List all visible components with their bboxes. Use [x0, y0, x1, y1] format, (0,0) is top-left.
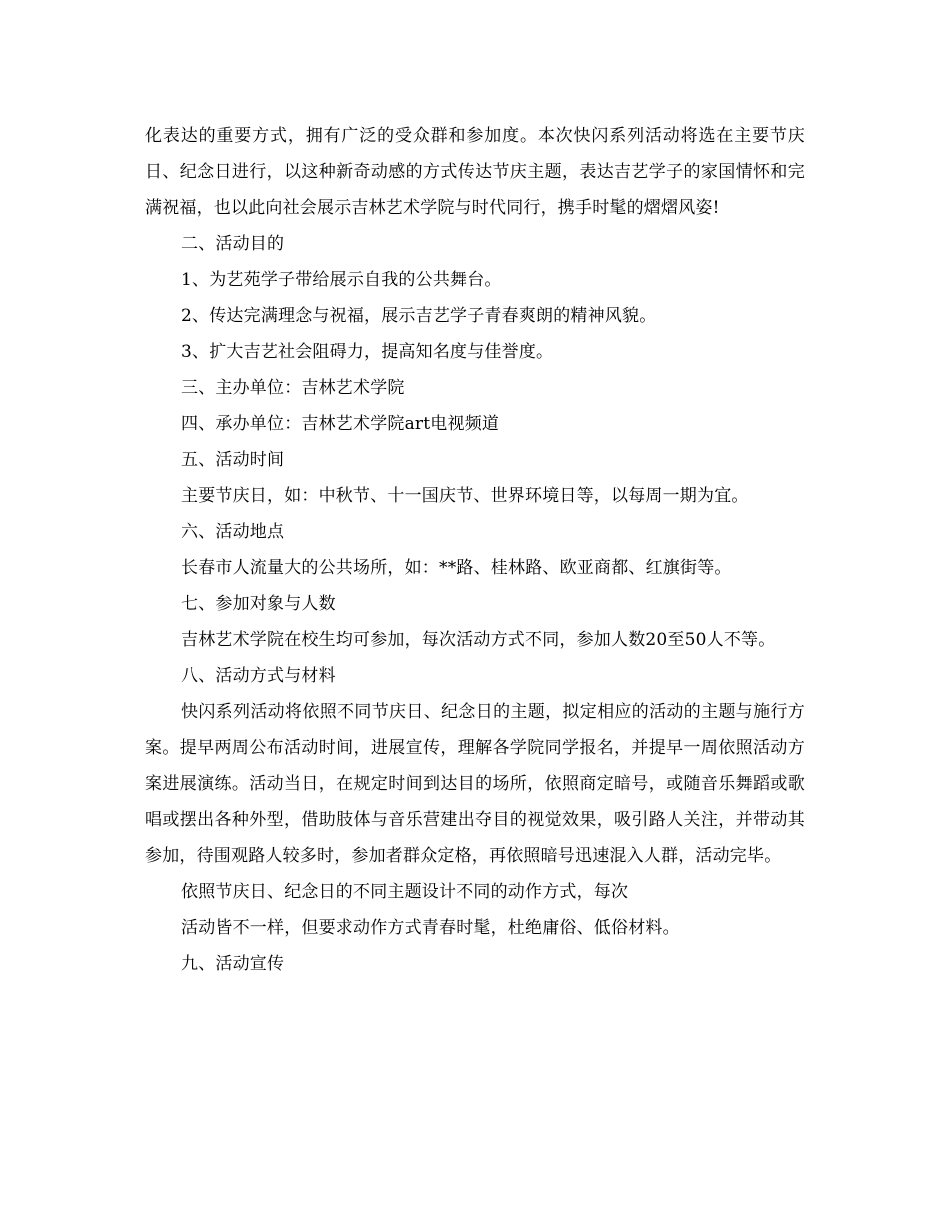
purpose-item-3: 3、扩大吉艺社会阻碍力，提高知名度与佳誉度。: [181, 342, 554, 362]
paragraph-theme-design-1: 依照节庆日、纪念日的不同主题设计不同的动作方式，每次: [181, 882, 629, 902]
paragraph-activity-time: 主要节庆日，如：中秋节、十一国庆节、世界环境日等，以每周一期为宜。: [181, 486, 749, 506]
paragraph-theme-design-2: 活动皆不一样，但要求动作方式青春时髦，杜绝庸俗、低俗材料。: [181, 918, 680, 938]
document-body: [145, 118, 805, 982]
heading-activity-promotion: 九、活动宣传: [181, 954, 285, 974]
paragraph-participants: 吉林艺术学院在校生均可参加，每次活动方式不同，参加人数20至50人不等。: [181, 630, 776, 650]
heading-co-organizer: 四、承办单位：吉林艺术学院art电视频道: [181, 414, 500, 434]
heading-activity-format: 八、活动方式与材料: [181, 666, 336, 686]
heading-activity-location: 六、活动地点: [181, 522, 285, 542]
heading-activity-time: 五、活动时间: [181, 450, 285, 470]
heading-participants: 七、参加对象与人数: [181, 594, 336, 614]
paragraph-activity-format: 快闪系列活动将依照不同节庆日、纪念日的主题，拟定相应的活动的主题与施行方案。提早两周公布活动时间，进展宣传，理解各学院同学报名，并提早一周依照活动方案进展演练。活动当日，在规定时间到达目的场所，依照商定暗号，或随音乐舞蹈或歌唱或摆出各种外型，借助肢体与音乐营建出夺目的视觉效果，吸引路人关注，并带动其参加，待围观路人较多时，参加者群众定格，再依照暗号迅速混入人群，活动完毕。: [145, 702, 805, 866]
paragraph-intro-continued: 化表达的重要方式，拥有广泛的受众群和参加度。本次快闪系列活动将选在主要节庆日、纪念日进行，以这种新奇动感的方式传达节庆主题，表达吉艺学子的家国情怀和完满祝福，也以此向社会展示吉林艺术学院与时代同行，携手时髦的熠熠风姿!: [145, 126, 805, 218]
heading-activity-purpose: 二、活动目的: [181, 234, 285, 254]
purpose-item-1: 1、为艺苑学子带给展示自我的公共舞台。: [181, 270, 502, 290]
paragraph-activity-location: 长春市人流量大的公共场所，如：**路、桂林路、欧亚商都、红旗街等。: [181, 558, 732, 578]
purpose-item-2: 2、传达完满理念与祝福，展示吉艺学子青春爽朗的精神风貌。: [181, 306, 657, 326]
heading-organizer: 三、主办单位：吉林艺术学院: [181, 378, 405, 398]
